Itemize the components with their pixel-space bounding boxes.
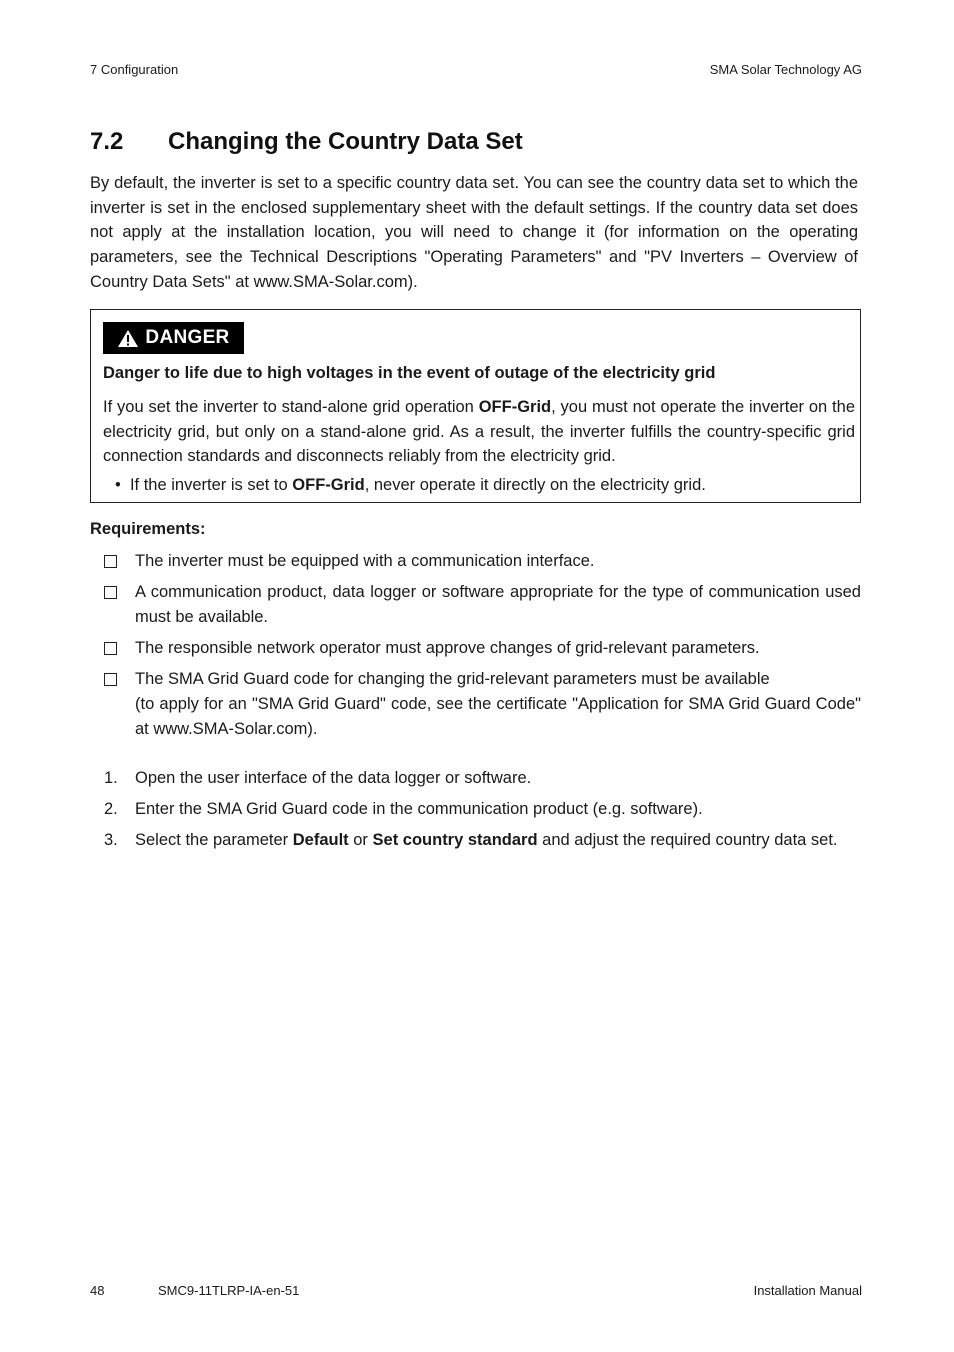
section-title — [90, 128, 523, 156]
parameter-default: Default — [292, 831, 349, 850]
danger-bullet-end: , never operate it directly on the electricity grid. — [364, 476, 706, 494]
danger-text-end: , you must not operate the inverter on the electricity grid, but only on a stand-alone grid. As a result, the inverter fulfills the country-specific grid connection standards and disconnects reliably from the electricity grid. — [103, 398, 855, 466]
section-number: 7.2 — [90, 128, 124, 155]
danger-text — [103, 395, 855, 469]
danger-heading: Danger to life due to high voltages in the event of outage of the electricity grid — [103, 364, 716, 382]
list-item — [104, 828, 861, 853]
checkbox-icon — [104, 642, 117, 655]
step-text: Enter the SMA Grid Guard code in the communication product (e.g. software). — [135, 800, 703, 819]
checkbox-icon — [104, 555, 117, 568]
intro-paragraph: By default, the inverter is set to a specific country data set. You can see the country data set to which the inverter is set in the enclosed supplementary sheet with the default settings. If the country data set does not apply at the installation location, you will need to change it (for information on the operating parameters, see the Technical Descriptions "Operating Parameters" and "PV Inverters – Overview of Country Data Sets" at www.SMA-Solar.com). — [90, 174, 858, 291]
step-text-mid: or — [348, 831, 373, 850]
danger-notice — [90, 309, 861, 503]
requirement-text — [135, 667, 861, 741]
section-title-text: Changing the Country Data Set — [168, 128, 523, 155]
requirement-line: (to apply for an "SMA Grid Guard" code, see the certificate "Application for SMA Grid Guard Code" at www.SMA-Solar.com). — [135, 695, 861, 738]
requirements-list — [104, 549, 861, 748]
warning-triangle-icon — [117, 329, 139, 348]
list-item — [104, 797, 861, 822]
list-item — [104, 549, 861, 574]
checkbox-icon — [104, 586, 117, 599]
requirements-heading: Requirements: — [90, 520, 206, 538]
requirement-text: The inverter must be equipped with a communication interface. — [135, 552, 595, 570]
header-chapter: 7 Configuration — [90, 62, 179, 77]
danger-text-start: If you set the inverter to stand-alone grid operation — [103, 398, 479, 416]
danger-bullet-bold: OFF-Grid — [292, 476, 365, 494]
danger-text-bold: OFF-Grid — [478, 398, 552, 416]
step-text-start: Select the parameter — [135, 831, 293, 850]
requirement-text: The responsible network operator must approve changes of grid-relevant parameters. — [135, 639, 760, 658]
header-company: SMA Solar Technology AG — [709, 62, 862, 77]
danger-bullet-start: If the inverter is set to — [129, 476, 293, 494]
list-item — [104, 766, 861, 791]
requirement-line: The SMA Grid Guard code for changing the grid-relevant parameters must be available — [135, 670, 770, 689]
document-id: SMC9-11TLRP-IA-en-51 — [158, 1283, 300, 1298]
bullet-marker: • — [115, 476, 121, 494]
danger-bullet — [115, 476, 706, 495]
list-item — [104, 667, 861, 741]
footer-manual-title: Installation Manual — [753, 1283, 862, 1298]
list-item — [104, 636, 861, 661]
step-text: Open the user interface of the data logger or software. — [135, 769, 532, 787]
step-number: 1. — [104, 769, 118, 787]
requirement-text: A communication product, data logger or software appropriate for the type of communication used must be available. — [135, 583, 861, 626]
parameter-set-country-standard: Set country standard — [372, 831, 538, 850]
list-item — [104, 580, 861, 629]
danger-badge — [103, 322, 244, 354]
step-number: 3. — [104, 831, 118, 850]
danger-badge-label: DANGER — [145, 327, 230, 348]
step-number: 2. — [104, 800, 118, 819]
page-number: 48 — [90, 1283, 105, 1298]
checkbox-icon — [104, 673, 117, 686]
steps-list — [104, 766, 861, 860]
step-text-end: and adjust the required country data set. — [537, 831, 838, 850]
step-text — [135, 828, 861, 853]
